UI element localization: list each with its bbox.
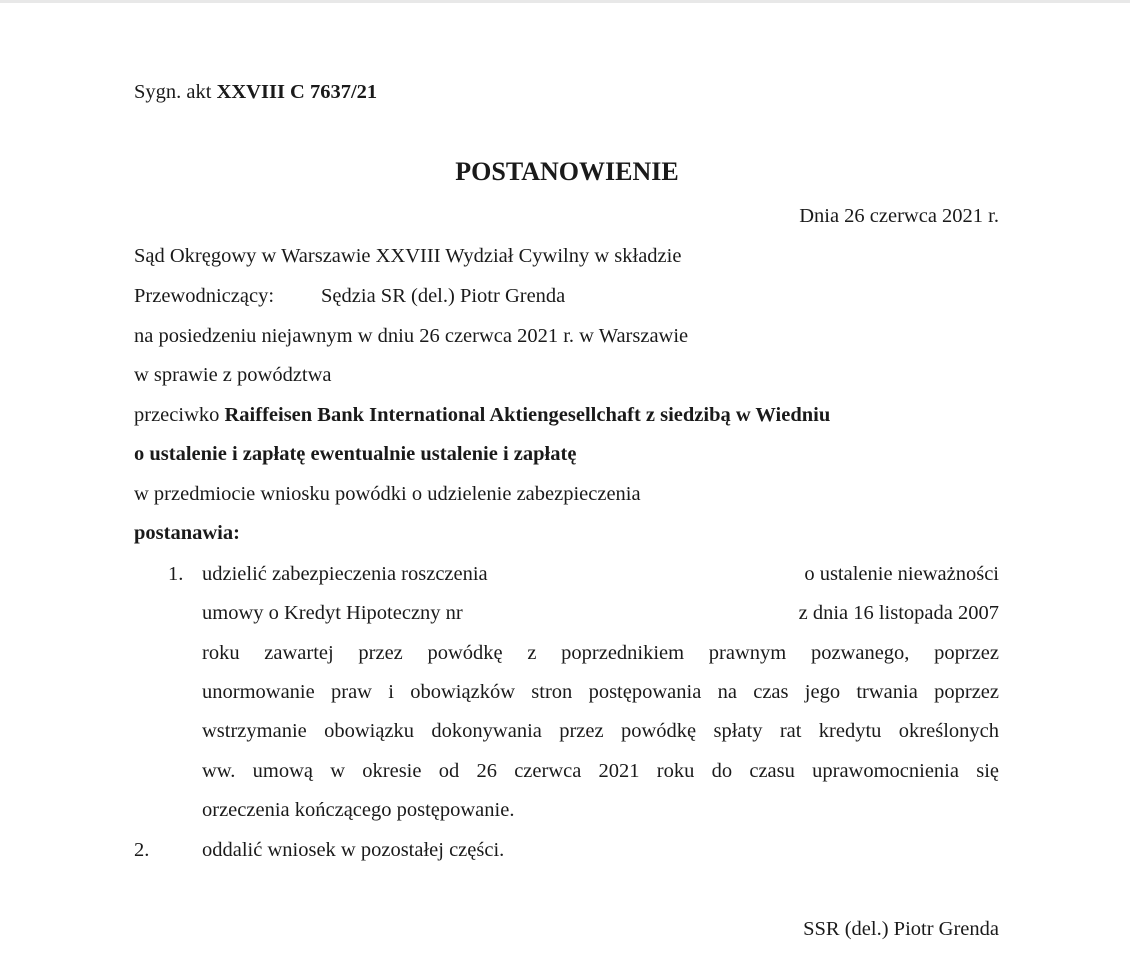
item-1-line-7: orzeczenia kończącego postępowanie. bbox=[202, 799, 515, 821]
item-2-text: oddalić wniosek w pozostałej części. bbox=[202, 839, 505, 861]
item-1-line-2-end: z dnia 16 listopada 2007 bbox=[798, 602, 999, 624]
case-signature: Sygn. akt XXVIII C 7637/21 bbox=[134, 81, 378, 103]
presiding-line: Przewodniczący: Sędzia SR (del.) Piotr Grenda bbox=[134, 285, 566, 307]
defendant-line: przeciwko Raiffeisen Bank International Aktiengesellchaft z siedzibą w Wiedniu bbox=[134, 404, 831, 426]
document-date: Dnia 26 czerwca 2021 r. bbox=[799, 205, 999, 227]
item-1-line-4: unormowanie praw i obowiązków stron postępowania na czas jego trwania poprzez bbox=[202, 681, 999, 703]
decides-heading: postanawia: bbox=[134, 522, 240, 544]
item-1-line-1-start: udzielić zabezpieczenia roszczenia bbox=[202, 563, 488, 585]
claim-subject: o ustalenie i zapłatę ewentualnie ustalenie i zapłatę bbox=[134, 443, 577, 465]
case-line: w sprawie z powództwa bbox=[134, 364, 332, 386]
motion-subject: w przedmiocie wniosku powódki o udzielenie zabezpieczenia bbox=[134, 483, 641, 505]
signature: SSR (del.) Piotr Grenda bbox=[803, 918, 999, 940]
item-1-line-3: roku zawartej przez powódkę z poprzednikiem prawnym pozwanego, poprzez bbox=[202, 642, 999, 664]
item-1-number: 1. bbox=[168, 563, 184, 585]
court-line: Sąd Okręgowy w Warszawie XXVIII Wydział Cywilny w składzie bbox=[134, 245, 682, 267]
item-1-line-1-end: o ustalenie nieważności bbox=[804, 563, 999, 585]
document-title: POSTANOWIENIE bbox=[455, 157, 679, 186]
item-2-number: 2. bbox=[134, 839, 150, 861]
item-1-line-2-start: umowy o Kredyt Hipoteczny nr bbox=[202, 602, 463, 624]
item-1-line-5: wstrzymanie obowiązku dokonywania przez powódkę spłaty rat kredytu określonych bbox=[202, 720, 999, 742]
session-line: na posiedzeniu niejawnym w dniu 26 czerwca 2021 r. w Warszawie bbox=[134, 325, 689, 347]
item-1-line-6: ww. umową w okresie od 26 czerwca 2021 roku do czasu uprawomocnienia się bbox=[202, 760, 999, 782]
